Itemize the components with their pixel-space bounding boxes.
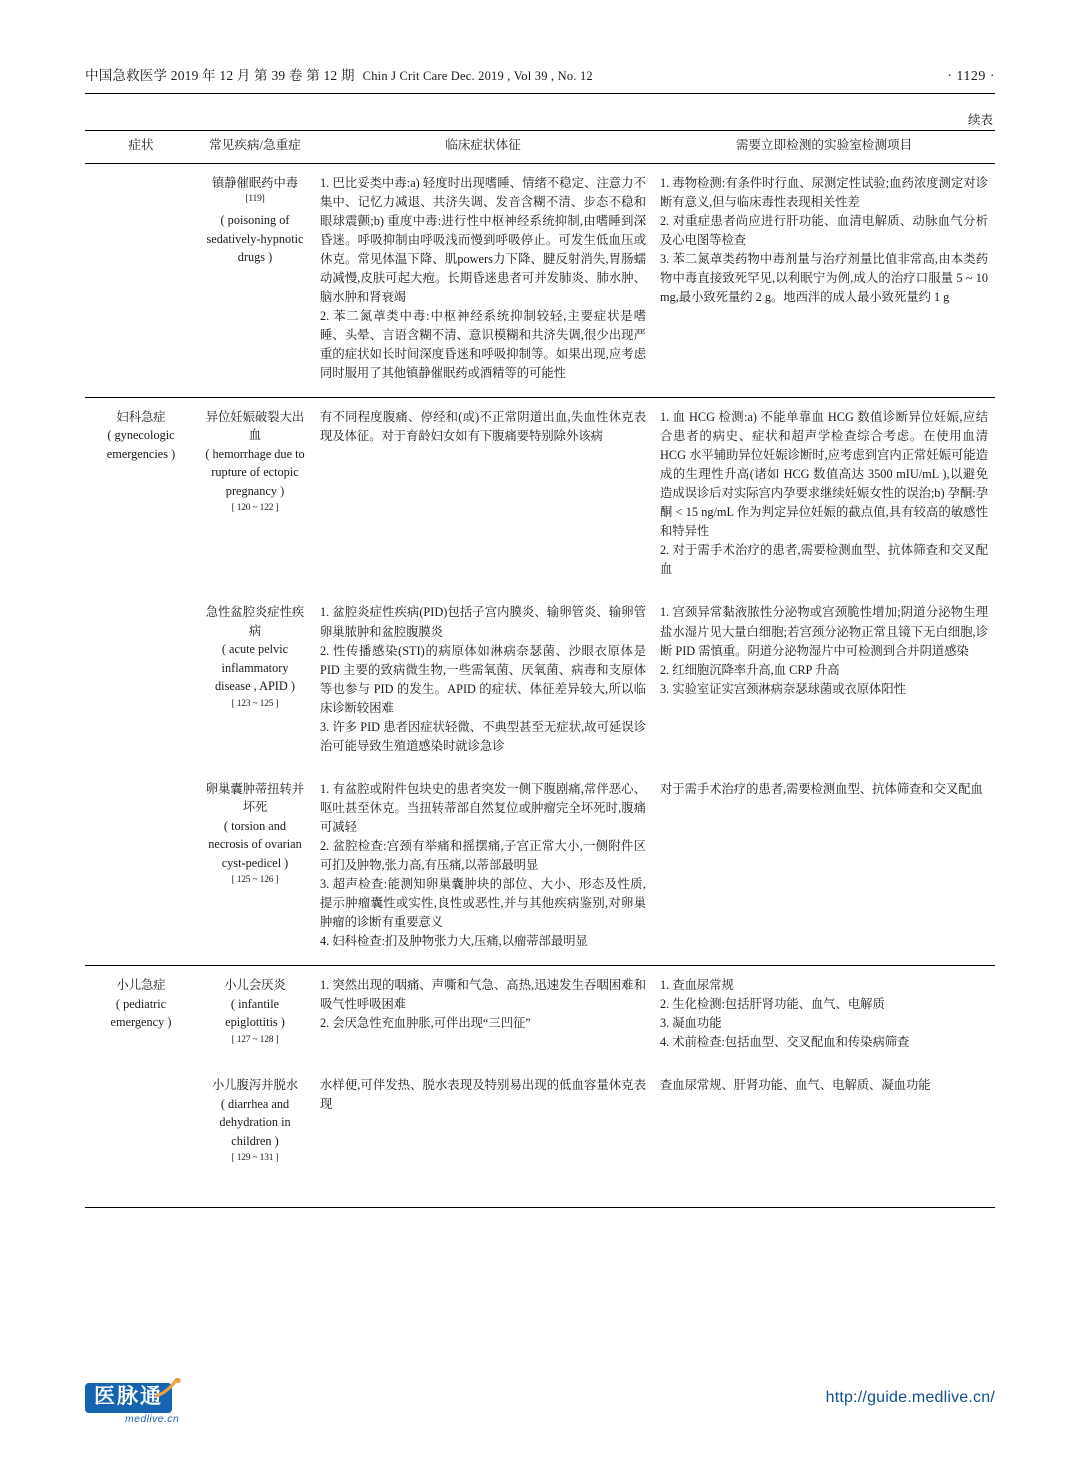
- journal-title-en: Chin J Crit Care Dec. 2019 , Vol 39 , No. 12: [362, 69, 593, 83]
- table-row: [85, 1066, 995, 1179]
- reference-marker: [ 129 ~ 131 ]: [231, 1153, 279, 1164]
- signs-paragraph: 2. 会厌急性充血肿胀,可伴出现“三凹征”: [320, 1016, 531, 1031]
- cell-symptom: [85, 398, 197, 594]
- signs-paragraph: 3. 超声检查:能测知卵巢囊肿块的部位、大小、形态及性质,提示肿瘤囊性或实性,良性或恶性,并与其他疾病鉴别,对卵巢肿瘤的诊断有重要意义: [320, 877, 646, 930]
- table-bottom-rule-cell: [313, 1179, 653, 1208]
- labs-paragraph: 4. 术前检查:包括血型、交叉配血和传染病筛查: [660, 1035, 910, 1050]
- symptom-label-en: ( gynecologic emergencies ): [106, 428, 176, 461]
- cell-lab-tests: [653, 770, 995, 966]
- reference-marker: [ 127 ~ 128 ]: [231, 1034, 279, 1045]
- cell-clinical-signs: [313, 398, 653, 594]
- table-row: [85, 398, 995, 594]
- labs-paragraph: 1. 血 HCG 检测:a) 不能单靠血 HCG 数值诊断异位妊娠,应结合患者的病史、症状和超声学检查综合考虑。在使用血清 HCG 水平辅助异位妊娠诊断时,应考虑到宫内正常妊娠可能造成的生理性升高(诸如 HCG 数值高达 3500 mIU/mL ),以避免造成误诊后对实际宫内孕要求继续妊娠女性的误治;b) 孕酮:孕酮 < 15 ng/mL 作为判定异位妊娠的截点值,具有较高的敏感性和特异性: [660, 410, 988, 539]
- reference-marker: [119]: [245, 193, 265, 204]
- signs-paragraph: 2. 盆腔检查:宫颈有举痛和摇摆痛,子宫正常大小,一侧附件区可扪及肿物,张力高,有压痛,以蒂部最明显: [320, 838, 646, 873]
- disease-label-en: ( poisoning of sedatively-hypnotic drugs ): [206, 213, 304, 265]
- signs-paragraph: 3. 许多 PID 患者因症状轻微、不典型甚至无症状,故可延误诊治可能导致生殖道感染时就诊急诊: [320, 719, 646, 753]
- table-bottom-rule-cell: [653, 1179, 995, 1208]
- cell-clinical-signs: [313, 966, 653, 1067]
- cell-lab-tests: [653, 966, 995, 1067]
- disease-label-cn: 异位妊娠破裂大出血: [205, 410, 305, 443]
- clinical-symptoms-table: [85, 130, 995, 1208]
- cell-symptom: [85, 163, 197, 398]
- signs-paragraph: 1. 巴比妥类中毒:a) 轻度时出现嗜睡、情绪不稳定、注意力不集中、记忆力减退、共济失调、发音含糊不清、步态不稳和眼球震颤;b) 重度中毒:进行性中枢神经系统抑制,由嗜睡到深昏迷。呼吸抑制由呼吸浅而慢到呼吸停止。可发生低血压或休克。常见体温下降、肌powers力下降、腱反射消失,胃肠蠕动减慢,皮肤可起大疱。长期昏迷患者可并发肺炎、肺水肿、脑水肿和肾衰竭: [320, 175, 646, 304]
- signs-paragraph: 水样便,可伴发热、脱水表现及特别易出现的低血容量休克表现: [320, 1078, 646, 1112]
- reference-marker: [ 125 ~ 126 ]: [231, 875, 279, 886]
- labs-paragraph: 2. 对于需手术治疗的患者,需要检测血型、抗体筛查和交叉配血: [660, 543, 988, 577]
- disease-label-cn: 小儿腹泻并脱水: [211, 1078, 299, 1093]
- disease-label-en: ( infantile epiglottitis ): [225, 996, 285, 1030]
- labs-paragraph: 2. 生化检测:包括肝肾功能、血气、电解质: [660, 997, 885, 1012]
- disease-label-cn: 镇静催眠药中毒: [211, 175, 299, 190]
- reference-marker: [ 120 ~ 122 ]: [231, 503, 279, 514]
- reference-marker: [ 123 ~ 125 ]: [231, 698, 279, 709]
- disease-label-en: ( hemorrhage due to rupture of ectopic pregnancy ): [205, 446, 305, 498]
- cell-clinical-signs: [313, 163, 653, 398]
- header-divider: [85, 93, 995, 94]
- signs-paragraph: 1. 突然出现的咽痛、声嘶和气急、高热,迅速发生吞咽困难和吸气性呼吸困难: [320, 978, 646, 1012]
- disease-label-en: ( acute pelvic inflammatory disease , APID ): [215, 642, 295, 694]
- labs-paragraph: 3. 实验室证实宫颈淋病奈瑟球菌或衣原体阳性: [660, 681, 906, 696]
- table-bottom-rule-cell: [197, 1179, 313, 1208]
- symptom-label-en: ( pediatric emergency ): [110, 996, 172, 1030]
- table-row: [85, 770, 995, 966]
- disease-label-en: ( diarrhea and dehydration in children ): [219, 1096, 291, 1148]
- logo-swish-icon: [155, 1378, 181, 1400]
- col-header-symptom: 症状: [85, 131, 197, 164]
- cell-symptom: [85, 770, 197, 966]
- cell-lab-tests: [653, 398, 995, 594]
- symptom-label-cn: 妇科急症: [116, 410, 166, 425]
- labs-paragraph: 1. 查血尿常规: [660, 978, 734, 993]
- col-header-labs: 需要立即检测的实验室检测项目: [653, 131, 995, 164]
- cell-disease: [197, 1066, 313, 1179]
- table-bottom-rule: [85, 1179, 995, 1208]
- signs-paragraph: 2. 性传播感染(STI)的病原体如淋病奈瑟菌、沙眼衣原体是 PID 主要的致病微生物,一些需氧菌、厌氧菌、病毒和支原体等也参与 PID 的发生。APID 的症状、体征差异较大,所以临床诊断较困难: [320, 643, 646, 715]
- col-header-disease: 常见疾病/急重症: [197, 131, 313, 164]
- cell-lab-tests: [653, 1066, 995, 1179]
- cell-disease: [197, 770, 313, 966]
- labs-paragraph: 3. 苯二氮䓬类药物中毒剂量与治疗剂量比值非常高,由本类药物中毒直接致死罕见,以利眠宁为例,成人的治疗口服量 5 ~ 10 mg,最小致死量约 2 g。地西泮的成人最小致死量约 1 g: [660, 251, 988, 304]
- labs-paragraph: 1. 宫颈异常黏液脓性分泌物或宫颈脆性增加;阴道分泌物生理盐水湿片见大量白细胞;若宫颈分泌物正常且镜下无白细胞,诊断 PID 需慎重。阴道分泌物湿片中可检测到合并阴道感染: [660, 605, 988, 658]
- journal-info: [85, 64, 593, 84]
- disease-label-cn: 小儿会厌炎: [224, 978, 286, 993]
- medlive-logo: [85, 1383, 180, 1426]
- table-row: [85, 966, 995, 1067]
- cell-disease: [197, 398, 313, 594]
- labs-paragraph: 2. 红细胞沉降率升高,血 CRP 升高: [660, 662, 840, 677]
- cell-clinical-signs: [313, 770, 653, 966]
- cell-symptom: [85, 1066, 197, 1179]
- labs-paragraph: 对于需手术治疗的患者,需要检测血型、抗体筛查和交叉配血: [660, 781, 983, 796]
- labs-paragraph: 2. 对重症患者尚应进行肝功能、血清电解质、动脉血气分析及心电图等检查: [660, 213, 988, 247]
- disease-label-en: ( torsion and necrosis of ovarian cyst-pedicel ): [208, 818, 302, 870]
- cell-symptom: [85, 593, 197, 769]
- logo-mark-text: 医脉通: [85, 1383, 172, 1413]
- cell-disease: [197, 593, 313, 769]
- cell-clinical-signs: [313, 1066, 653, 1179]
- table-row: [85, 593, 995, 769]
- disease-label-cn: 卵巢囊肿蒂扭转并坏死: [205, 781, 305, 815]
- page-footer: [0, 1368, 1080, 1428]
- table-header-row: [85, 131, 995, 164]
- journal-title-cn: 中国急救医学 2019 年 12 月 第 39 卷 第 12 期: [85, 68, 355, 83]
- cell-disease: [197, 163, 313, 398]
- continued-table-label: 续表: [967, 113, 993, 127]
- signs-paragraph: 4. 妇科检查:扪及肿物张力大,压痛,以瘤蒂部最明显: [320, 934, 588, 949]
- page-header: [85, 0, 995, 85]
- guide-url[interactable]: http://guide.medlive.cn/: [825, 1389, 995, 1406]
- page-number: · 1129 ·: [947, 69, 995, 84]
- cell-disease: [197, 966, 313, 1067]
- signs-paragraph: 有不同程度腹痛、停经和(或)不正常阴道出血,失血性休克表现及体征。对于育龄妇女如有下腹痛要特别除外该病: [320, 410, 646, 444]
- labs-paragraph: 1. 毒物检测:有条件时行血、尿测定性试验;血药浓度测定对诊断有意义,但与临床毒性表现相关性差: [660, 175, 988, 209]
- table-row: [85, 163, 995, 398]
- symptom-label-cn: 小儿急症: [116, 978, 166, 993]
- logo-subtext: medlive.cn: [125, 1413, 180, 1426]
- labs-paragraph: 3. 凝血功能: [660, 1016, 722, 1031]
- signs-paragraph: 1. 有盆腔或附件包块史的患者突发一侧下腹剧痛,常伴恶心、呕吐甚至休克。当扭转蒂部自然复位或肿瘤完全坏死时,腹痛可减轻: [320, 781, 646, 834]
- signs-paragraph: 2. 苯二氮䓬类中毒:中枢神经系统抑制较轻,主要症状是嗜睡、头晕、言语含糊不清、意识模糊和共济失调,很少出现严重的症状如长时间深度昏迷和呼吸抑制等。如果出现,应考虑同时服用了其他镇静催眠药或酒精等的可能性: [320, 308, 646, 380]
- signs-paragraph: 1. 盆腔炎症性疾病(PID)包括子宫内膜炎、输卵管炎、输卵管卵巢脓肿和盆腔腹膜炎: [320, 605, 646, 639]
- cell-clinical-signs: [313, 593, 653, 769]
- disease-label-cn: 急性盆腔炎症性疾病: [205, 605, 305, 638]
- cell-lab-tests: [653, 163, 995, 398]
- labs-paragraph: 查血尿常规、肝肾功能、血气、电解质、凝血功能: [660, 1078, 931, 1093]
- col-header-signs: 临床症状体征: [313, 131, 653, 164]
- table-bottom-rule-cell: [85, 1179, 197, 1208]
- table-body: [85, 163, 995, 1208]
- cell-lab-tests: [653, 593, 995, 769]
- cell-symptom: [85, 966, 197, 1067]
